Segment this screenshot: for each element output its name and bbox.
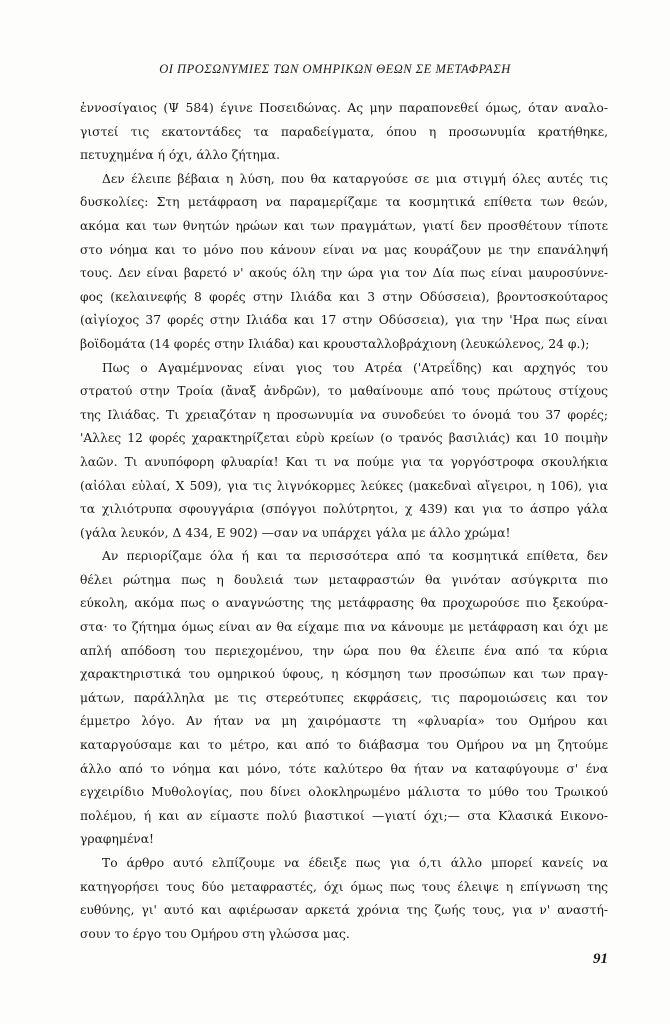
text-line: μάτων, παράλληλα με τις στερεότυπες εκφράσεις, τις παρομοιώσεις και τον [80,690,608,705]
text-line: κατηγορήσει τους δύο μεταφραστές, όχι όμως πως τους έλειψε η επίγνωση της [80,879,608,894]
text-line: στα· το ζήτημα όμως είναι αν θα είχαμε πια να κάνουμε με μετάφραση και όχι με [80,620,608,635]
text-line: ευθύνης, γι' αυτό και αφιέρωσαν αρκετά χρόνια της ζωής τους, για ν' αναστή- [80,903,608,918]
text-line: δυσκολίες: Στη μετάφραση να παραμερίζαμε τα κοσμητικά επίθετα των θεών, [80,195,608,210]
text-line: άλλο από το νόημα και μόνο, τότε καλύτερο θα ήταν να καταφύγουμε σ' ένα [80,761,608,776]
text-line: Πως ο Αγαμέμνονας είναι γιος του Ατρέα ('Ατρεΐδης) και αρχηγός του [102,360,608,375]
text-line: Αν περιορίζαμε όλα ή και τα περισσότερα από τα κοσμητικά επίθετα, δεν [102,549,608,564]
text-line: ἐννοσίγαιος (Ψ 584) έγινε Ποσειδώνας. Ας μην παραπονεθεί όμως, όταν αναλο- [80,101,608,115]
text-line: Δεν έλειπε βέβαια η λύση, που θα καταργούσε σε μια στιγμή όλες αυτές τις [102,171,608,186]
text-line: στο νόημα και το μόνο που κάνουν είναι να μας κουράζουν με την επανάληψή [80,242,608,257]
text-line: Το άρθρο αυτό ελπίζουμε να έδειξε πως για ό,τι άλλο μπορεί κανείς να [102,856,608,870]
text-line: θέλει ρώτημα πως η δουλειά των μεταφραστών θα γινόταν ασύγκριτα πιο [80,572,608,587]
text-line: εγχειρίδιο Μυθολογίας, που δίνει ολοκληρωμένο μάλιστα το μύθο του Τρωικού [80,785,608,800]
text-line: ακόμα και των θνητών ηρώων και των πραγμάτων, γιατί δεν προσθέτουν τίποτε [80,218,608,233]
text-line: τους. Δεν είναι βαρετό ν' ακούς όλη την ώρα για τον Δία πως είναι μαυροσύννε- [80,266,608,281]
text-line: σουν το έργο του Ομήρου στη γλώσσα μας. [80,926,350,941]
text-line: 'Αλλες 12 φορές χαρακτηρίζεται εὐρὺ κρείων (ο τρανός βασιλιάς) και 10 ποιμὴν [80,431,608,446]
text-line: χαρακτηριστικά του ομηρικού ύφους, η κόσμηση των προσώπων και των πραγ- [80,667,608,682]
text-line: τα χιλιότρυπα σφουγγάρια (σπόγγοι πολύτρητοι, χ 439) και για το άσπρο γάλα [80,502,608,517]
running-head: ΟΙ ΠΡΟΣΩΝΥΜΙΕΣ ΤΩΝ ΟΜΗΡΙΚΩΝ ΘΕΩΝ ΣΕ ΜΕΤΑΦΡΑΣΗ [159,62,511,76]
page-number: 91 [593,951,608,967]
text-line: της Ιλιάδας. Τι χρειαζόταν η προσωνυμία να συνοδεύει το όνομά του 37 φορές; [80,407,608,422]
text-line: πολέμου, ή και αν είμαστε πολύ βιαστικοί —γιατί όχι;— στα Κλασικά Εικονο- [80,808,608,823]
body-text [80,97,608,946]
text-line: βοϊδομάτα (14 φορές στην Ιλιάδα) και κρουσταλλοβράχιονη (λευκώλενος, 24 φ.); [80,336,590,351]
text-line: φος (κελαινεφής 8 φορές στην Ιλιάδα και 3 στην Οδύσσεια), βροντοσκούταρος [80,289,608,304]
text-line: απλή απόδοση του περιεχομένου, την ώρα που θα έλειπε ένα από τα κύρια [80,643,608,658]
text-line: καταργούσαμε και το μέτρο, και από το διάβασμα του Ομήρου να μη ζητούμε [80,738,608,753]
text-line: λαῶν. Τι ανυπόφορη φλυαρία! Και τι να πούμε για τα γοργόστροφα σκουλήκια [80,454,608,469]
text-line: γιστεί τις εκατοντάδες τα παραδείγματα, όπου η προσωνυμία κρατήθηκε, [80,124,608,139]
text-line: εύκολη, ακόμα πως ο αναγνώστης της μετάφρασης θα προχωρούσε πιο ξεκούρα- [80,596,608,611]
text-line: (αἰγίοχος 37 φορές στην Ιλιάδα και 17 στην Οδύσσεια), για την 'Ηρα πως είναι [80,313,608,328]
text-line: στρατού στην Τροία (ἄναξ ἀνδρῶν), το μαθαίνουμε από τους πρώτους στίχους [80,384,608,399]
text-line: έμμετρο λόγο. Αν ήταν να μη χαιρόμαστε τη «φλυαρία» του Ομήρου και [80,714,608,729]
text-line: πετυχημένα ή όχι, άλλο ζήτημα. [80,148,280,163]
text-line: (αἰόλαι εὐλαί, Χ 509), για τις λιγνόκορμες λεύκες (μακεδναὶ αἴγειροι, η 106), για [80,478,608,493]
text-line: (γάλα λευκόν, Δ 434, Ε 902) —σαν να υπάρχει γάλα με άλλο χρώμα! [80,525,511,540]
text-line: γραφημένα! [80,832,154,847]
